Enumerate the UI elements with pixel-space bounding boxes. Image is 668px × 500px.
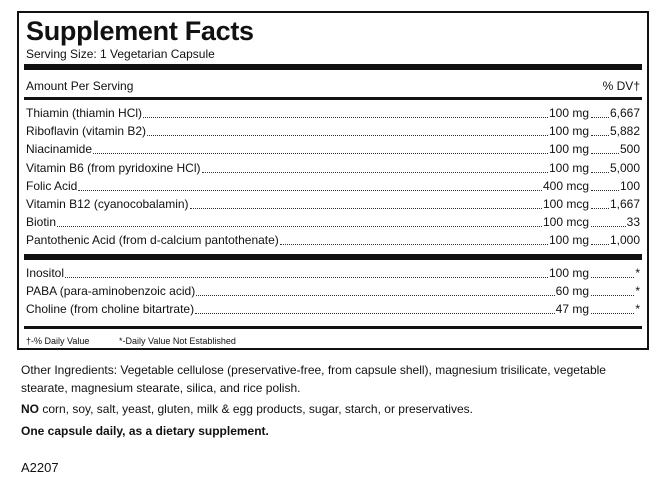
panel-title: Supplement Facts [26, 16, 254, 46]
nutrient-daily-value: 6,667 [609, 106, 640, 120]
nutrient-amount: 100 mg [548, 142, 589, 157]
nutrient-name: Thiamin (thiamin HCl) [26, 106, 143, 120]
nutrient-row [26, 264, 640, 281]
directions: One capsule daily, as a dietary supplement. [21, 424, 269, 438]
other-ingredients-text: Vegetable cellulose (preservative-free, from capsule shell), magnesium trisilicate, vegetable stearate, magnesium stearate, silica, and rice polish. [21, 363, 606, 395]
column-header [26, 78, 640, 94]
nutrient-name: Vitamin B6 (from pyridoxine HCl) [26, 160, 201, 175]
nutrient-row [26, 195, 640, 212]
other-ingredients [21, 361, 646, 397]
nutrient-daily-value: 500 [619, 142, 640, 157]
nutrient-amount: 100 mg [548, 124, 589, 139]
nutrient-amount: 100 mg [548, 233, 589, 248]
nutrient-daily-value: 5,882 [609, 124, 640, 139]
serving-size: Serving Size: 1 Vegetarian Capsule [26, 47, 215, 61]
nutrient-row [26, 104, 640, 121]
nutrient-row [26, 231, 640, 248]
nutrient-row [26, 140, 640, 157]
leader-dots [591, 135, 609, 136]
nutrient-amount: 400 mcg [542, 178, 589, 193]
nutrient-row [26, 213, 640, 230]
nutrient-amount: 100 mcg [542, 197, 589, 211]
nutrient-amount: 100 mg [548, 160, 589, 175]
leader-dots [591, 295, 634, 296]
nutrient-amount: 60 mg [555, 284, 589, 299]
nutrient-name: PABA (para-aminobenzoic acid) [26, 284, 196, 299]
leader-dots [147, 135, 548, 136]
leader-dots [143, 117, 548, 118]
divider-mid [24, 97, 642, 100]
nutrient-name: Inositol [26, 266, 65, 280]
nutrient-daily-value: 5,000 [609, 160, 640, 175]
nutrient-daily-value: 1,000 [609, 233, 640, 248]
free-of-text: corn, soy, salt, yeast, gluten, milk & egg products, sugar, starch, or preservatives. [39, 402, 473, 416]
other-ingredients-label: Other Ingredients: [21, 363, 118, 377]
leader-dots [196, 295, 554, 296]
nutrient-amount: 100 mg [548, 106, 589, 120]
free-of-prefix: NO [21, 402, 39, 416]
nutrient-daily-value: * [635, 266, 640, 280]
nutrient-name: Niacinamide [26, 142, 93, 157]
nutrient-row [26, 282, 640, 299]
nutrient-row [26, 177, 640, 194]
nutrient-name: Pantothenic Acid (from d-calcium pantothenate) [26, 233, 279, 248]
nutrient-name: Folic Acid [26, 178, 78, 193]
leader-dots [202, 172, 548, 173]
leader-dots [190, 208, 542, 209]
leader-dots [591, 277, 634, 278]
leader-dots [591, 313, 634, 314]
leader-dots [65, 277, 548, 278]
nutrient-name: Riboflavin (vitamin B2) [26, 124, 147, 139]
supplement-facts-panel [17, 11, 649, 350]
divider-thick [24, 254, 642, 260]
footnote-daily-value: †-% Daily Value [26, 336, 90, 346]
nutrient-row [26, 159, 640, 176]
nutrient-amount: 100 mcg [542, 215, 589, 230]
nutrient-name: Choline (from choline bitartrate) [26, 302, 195, 317]
leader-dots [591, 208, 609, 209]
product-code: A2207 [21, 460, 59, 475]
leader-dots [93, 153, 548, 154]
daily-value-header: % DV† [602, 79, 640, 93]
leader-dots [591, 226, 626, 227]
nutrient-daily-value: 1,667 [609, 197, 640, 211]
leader-dots [195, 313, 555, 314]
nutrient-daily-value: 33 [626, 215, 640, 230]
nutrient-row [26, 122, 640, 139]
nutrient-row [26, 300, 640, 317]
leader-dots [78, 190, 542, 191]
leader-dots [591, 244, 609, 245]
free-of-statement [21, 401, 473, 417]
footnote-not-established: *-Daily Value Not Established [119, 336, 236, 346]
nutrient-daily-value: * [635, 302, 640, 317]
leader-dots [57, 226, 542, 227]
leader-dots [591, 190, 619, 191]
nutrient-name: Biotin [26, 215, 57, 230]
leader-dots [591, 172, 609, 173]
nutrient-amount: 100 mg [548, 266, 589, 280]
divider-thick [24, 64, 642, 70]
amount-per-serving-header: Amount Per Serving [26, 79, 134, 93]
divider-mid [24, 326, 642, 329]
nutrient-daily-value: 100 [619, 178, 640, 193]
nutrient-amount: 47 mg [555, 302, 589, 317]
leader-dots [280, 244, 548, 245]
leader-dots [591, 153, 619, 154]
nutrient-daily-value: * [635, 284, 640, 299]
nutrient-name: Vitamin B12 (cyanocobalamin) [26, 197, 189, 211]
leader-dots [591, 117, 609, 118]
